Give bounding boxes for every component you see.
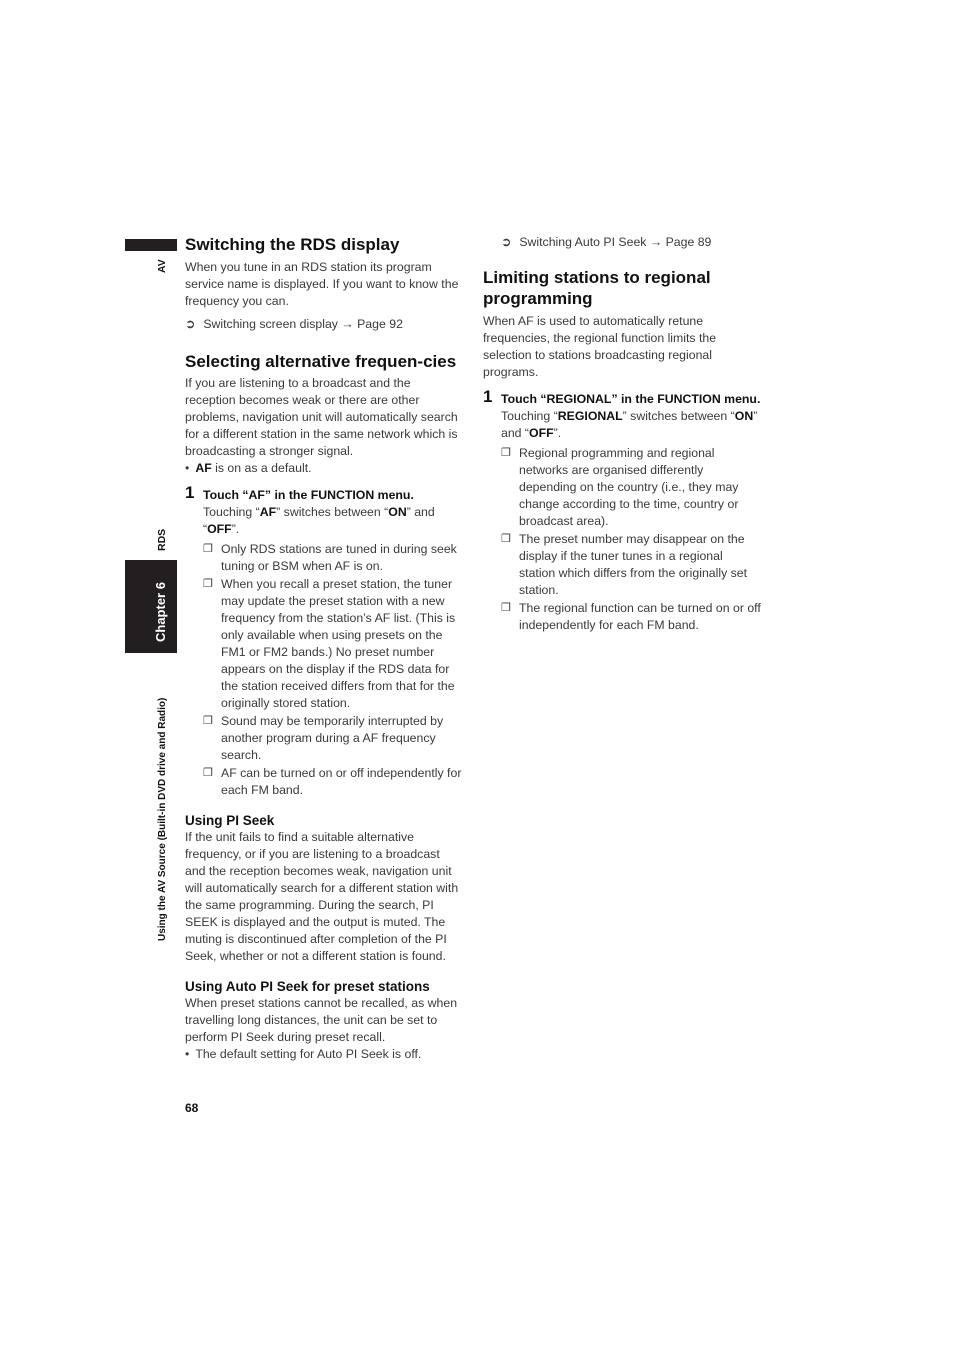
heading-pi-seek: Using PI Seek (185, 813, 275, 828)
note-box-icon: ❐ (203, 543, 213, 555)
note-item: ❐ AF can be turned on or off independently for each FM band. (203, 766, 462, 797)
step-touch-af (185, 483, 463, 799)
xref-auto-pi-seek (483, 234, 761, 251)
step-number: 1 (483, 387, 493, 406)
step-touch-regional (483, 387, 761, 634)
step-title: Touch “REGIONAL” in the FUNCTION menu. (501, 392, 761, 406)
note-item: ❐ Only RDS stations are tuned in during seek tuning or BSM when AF is on. (203, 542, 457, 573)
bullet-dot-icon: • (185, 461, 190, 475)
step-body: Touching “REGIONAL” switches between “ON” and “OFF”. (501, 409, 758, 440)
note-box-icon: ❐ (501, 602, 511, 614)
bullet-auto-pi-default (185, 1046, 463, 1063)
note-item: ❐ The regional function can be turned on or off independently for each FM band. (501, 601, 761, 632)
column-left (185, 234, 463, 1063)
para-auto-pi-seek: When preset stations cannot be recalled, as when travelling long distances, the unit can be set to perform PI Seek during preset recall. (185, 996, 458, 1044)
chapter-label: Chapter 6 (153, 582, 168, 642)
note-box-icon: ❐ (203, 578, 213, 590)
section-tab-label: AV (156, 259, 168, 273)
bullet-text: is on as a default. (211, 461, 312, 475)
section-tab-bar (125, 239, 177, 251)
heading-switching-rds: Switching the RDS display (185, 235, 400, 254)
note-item: ❐ When you recall a preset station, the tuner may update the preset station with a new frequency from the station’s AF list. (This is only available when using presets on the FM1 or FM2 bands.) No preset number appears on the display if the RDS data for the station received differs from that for the originally stored station. (203, 577, 456, 710)
step-body: Touching “AF” switches between “ON” and “OFF”. (203, 505, 435, 536)
step-title: Touch “AF” in the FUNCTION menu. (203, 488, 414, 502)
heading-auto-pi-seek: Using Auto PI Seek for preset stations (185, 979, 430, 994)
note-box-icon: ❐ (501, 447, 511, 459)
page-number: 68 (185, 1101, 199, 1115)
heading-selecting-af: Selecting alternative frequen-cies (185, 352, 457, 371)
xref-switching-screen (185, 316, 463, 333)
para-switching: When you tune in an RDS station its program service name is displayed. If you want to know the frequency you can. (185, 260, 459, 308)
note-item: ❐ The preset number may disappear on the display if the tuner tunes in a regional station which differs from the originally set station. (501, 532, 748, 597)
heading-limiting-regional: Limiting stations to regional programming (483, 268, 711, 308)
note-item: ❐ Sound may be temporarily interrupted by another program during a AF frequency search. (203, 714, 444, 762)
column-right (483, 234, 761, 634)
note-box-icon: ❐ (203, 715, 213, 727)
bullet-text: The default setting for Auto PI Seek is off. (195, 1047, 422, 1061)
para-selecting: If you are listening to a broadcast and the reception becomes weak or there are other problems, navigation unit will automatically search for a different station in the same network which is broadcasting a stronger signal. (185, 376, 458, 458)
rds-side-label: RDS (156, 528, 168, 551)
xref-arrow-icon: ➲ (185, 317, 196, 331)
note-box-icon: ❐ (501, 533, 511, 545)
chapter-box (125, 560, 177, 653)
running-title: Using the AV Source (Built-in DVD drive and Radio) (157, 697, 168, 941)
note-box-icon: ❐ (203, 767, 213, 779)
xref-text: Switching Auto PI Seek → Page 89 (519, 235, 712, 249)
step-number: 1 (185, 483, 195, 502)
xref-arrow-icon: ➲ (501, 235, 512, 249)
note-item: ❐ Regional programming and regional networks are organised differently depending on the country (i.e., they may change according to the time, country or broadcast area). (501, 446, 739, 528)
bullet-dot-icon: • (185, 1047, 190, 1061)
xref-text: Switching screen display → Page 92 (203, 317, 403, 331)
para-limiting: When AF is used to automatically retune frequencies, the regional function limits the selection to stations broadcasting regional programs. (483, 314, 717, 379)
para-pi-seek: If the unit fails to find a suitable alternative frequency, or if you are listening to a broadcast and the reception becomes weak, navigation unit will automatically search for a different station with the same programming. During the search, PI SEEK is displayed and the output is muted. The muting is discontinued after completion of the PI Seek, whether or not a different station is found. (185, 830, 459, 963)
af-bold: AF (195, 461, 212, 475)
bullet-af-default (185, 460, 463, 477)
